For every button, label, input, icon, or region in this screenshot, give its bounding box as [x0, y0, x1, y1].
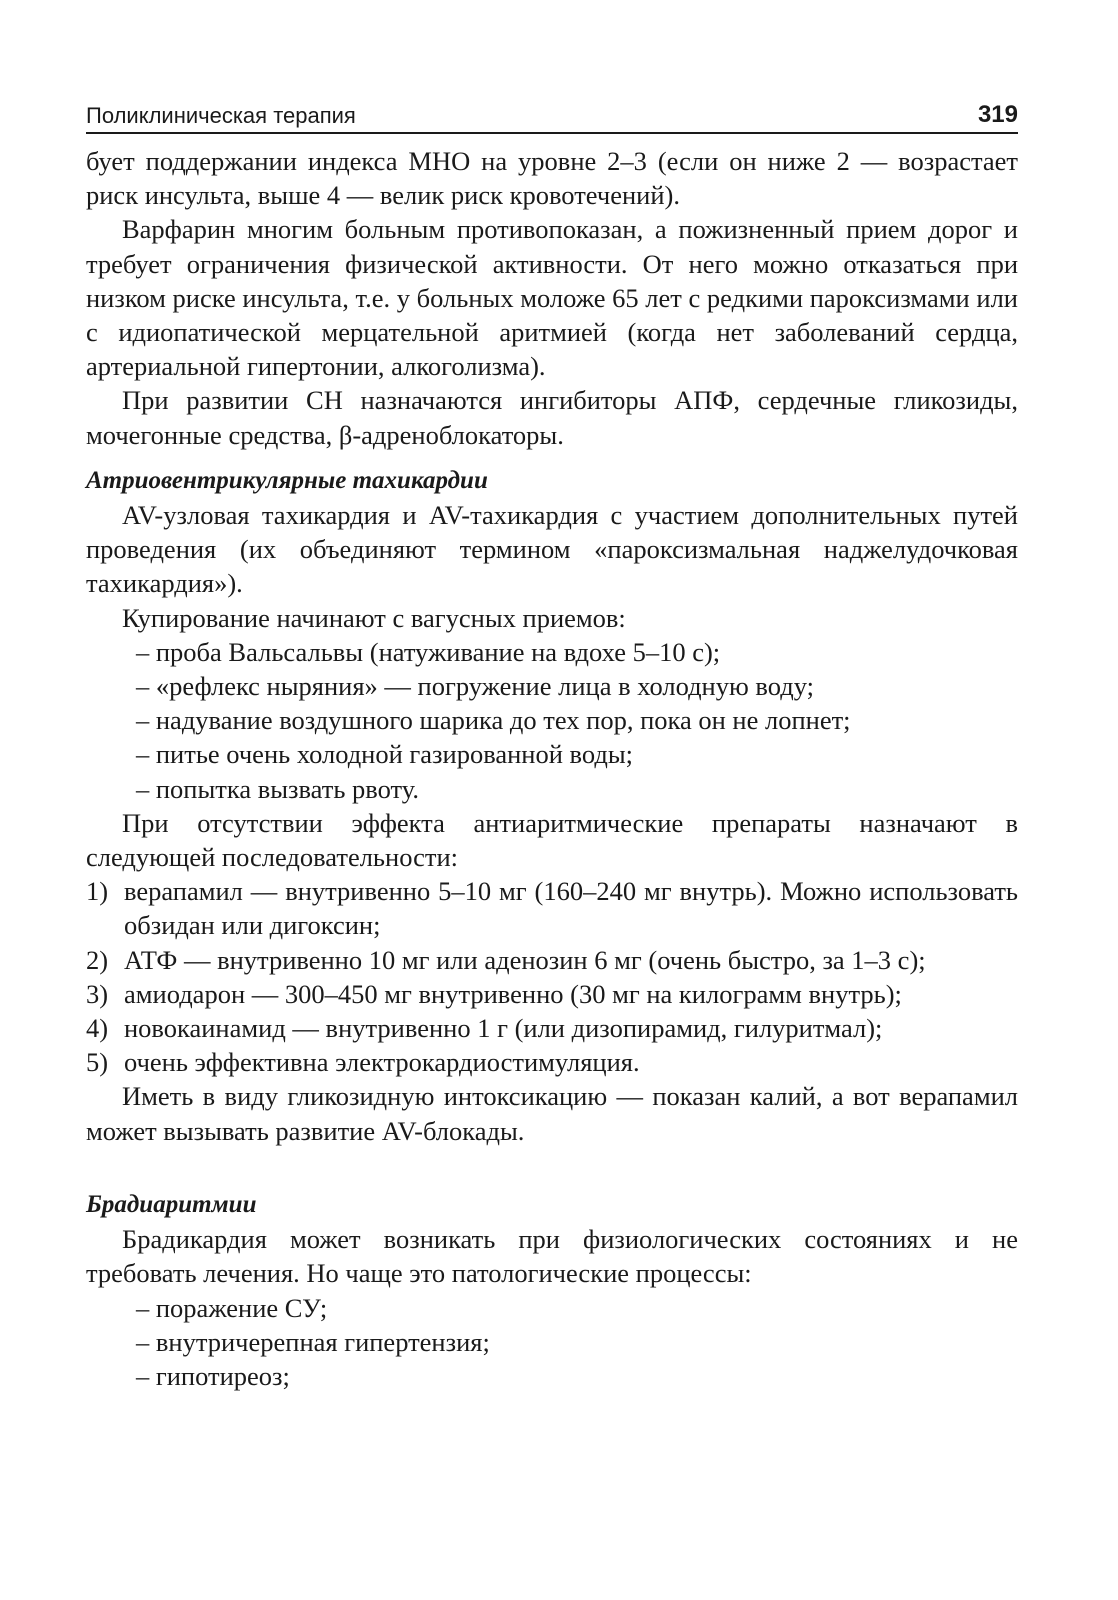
list-item — [86, 1045, 1018, 1079]
paragraph: Брадикардия может возникать при физиологических состояниях и не требовать лечения. Но чаще это патологические процессы: — [86, 1224, 1018, 1289]
list-number: 4) — [86, 1013, 109, 1044]
list-number: 2) — [86, 944, 109, 975]
list-item — [86, 874, 1018, 942]
list-item: – попытка вызвать рвоту. — [136, 772, 1018, 806]
vagal-maneuvers-list — [86, 635, 1018, 806]
list-item: – поражение СУ; — [136, 1291, 1018, 1325]
list-number: 5) — [86, 1047, 109, 1078]
list-item: – проба Вальсальвы (натуживание на вдохе 5–10 с); — [136, 635, 1018, 669]
section-heading: Брадиаритмии — [86, 1190, 257, 1218]
list-item — [86, 1011, 1018, 1045]
list-item-text: новокаинамид — внутривенно 1 г (или дизопирамид, гилуритмал); — [124, 1013, 883, 1044]
page-number: 319 — [977, 101, 1018, 128]
list-item-text: верапамил — внутривенно 5–10 мг (160–240 мг внутрь). Можно использовать обзидан или дигоксин; — [124, 876, 1018, 941]
drug-sequence-list — [86, 874, 1018, 1079]
list-number: 1) — [86, 876, 109, 907]
list-item: – надувание воздушного шарика до тех пор, пока он не лопнет; — [136, 703, 1018, 737]
list-item: – внутричерепная гипертензия; — [136, 1325, 1018, 1359]
list-item-text: АТФ — внутривенно 10 мг или аденозин 6 мг (очень быстро, за 1–3 с); — [124, 944, 926, 975]
paragraph: бует поддержании индекса МНО на уровне 2–3 (если он ниже 2 — возрастает риск инсульта, выше 4 — велик риск кровотечений). — [86, 146, 1018, 211]
running-title: Поликлиническая терапия — [86, 103, 356, 128]
list-item: – «рефлекс ныряния» — погружение лица в холодную воду; — [136, 669, 1018, 703]
list-item: – питье очень холодной газированной воды; — [136, 737, 1018, 771]
running-header — [86, 96, 1018, 134]
paragraph: Варфарин многим больным противопоказан, а пожизненный прием дорог и требует ограничения физической активности. От него можно отказаться при низком риске инсульта, т.е. у больных моложе 65 лет с редкими пароксизмами или с идиопатической мерцательной аритмией (когда нет заболеваний сердца, артериальной гипертонии, алкоголизма). — [86, 214, 1018, 382]
list-item-text: очень эффективна электрокардиостимуляция. — [124, 1047, 640, 1078]
list-number: 3) — [86, 978, 109, 1009]
list-item-text: амиодарон — 300–450 мг внутривенно (30 мг на килограмм внутрь); — [124, 978, 902, 1009]
list-item: – гипотиреоз; — [136, 1359, 1018, 1393]
paragraph: При отсутствии эффекта антиаритмические препараты назначают в следующей последовательности: — [86, 807, 1018, 873]
bradycardia-causes-list — [86, 1291, 1018, 1394]
paragraph: Купирование начинают с вагусных приемов: — [122, 602, 626, 633]
list-item — [86, 943, 1018, 977]
list-item — [86, 977, 1018, 1011]
section-heading: Атриовентрикулярные тахикардии — [86, 466, 488, 494]
page-content — [86, 96, 1018, 1393]
paragraph: Иметь в виду гликозидную интоксикацию — показан калий, а вот верапамил может вызывать развитие AV-блокады. — [86, 1081, 1018, 1146]
paragraph: При развитии СН назначаются ингибиторы АПФ, сердечные гликозиды, мочегонные средства, β-адреноблокаторы. — [86, 385, 1018, 450]
paragraph: AV-узловая тахикардия и AV-тахикардия с участием дополнительных путей проведения (их объединяют термином «пароксизмальная наджелудочковая тахикардия»). — [86, 500, 1018, 599]
page-body — [86, 144, 1018, 1393]
